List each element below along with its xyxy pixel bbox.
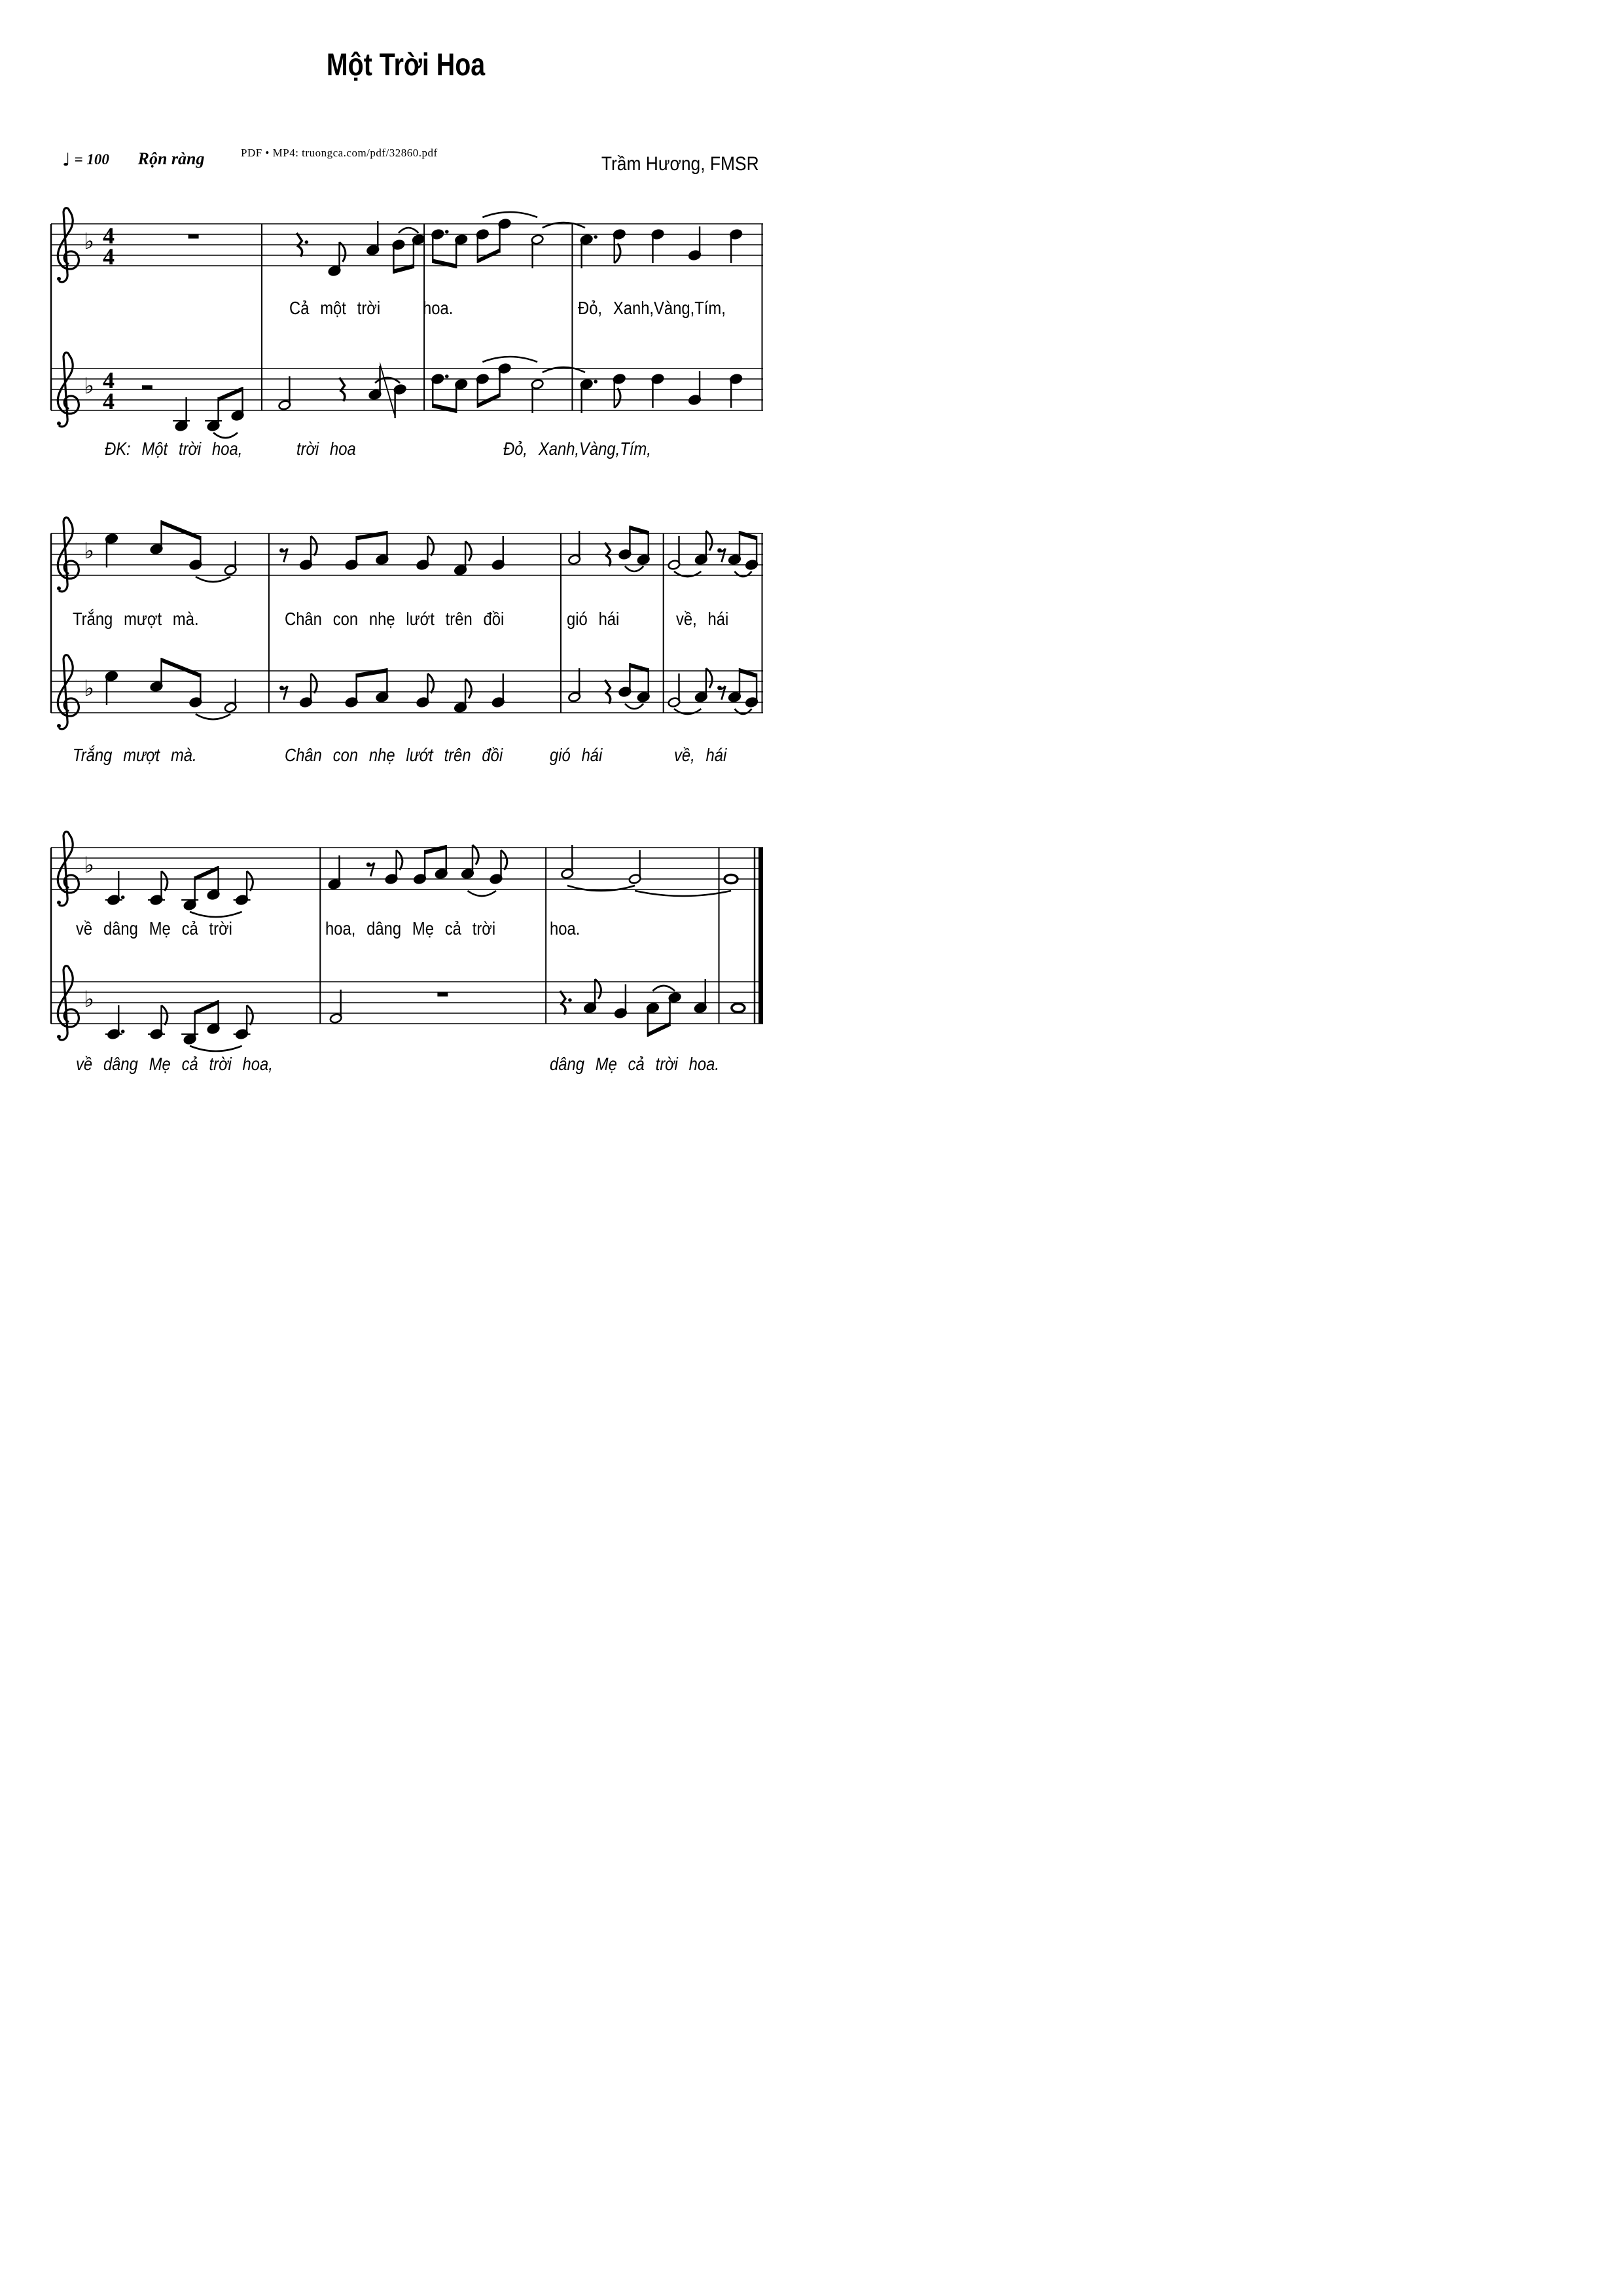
lyric-segment: gió hái xyxy=(566,609,620,629)
lyric-segment: về dâng Mẹ cả trời hoa, xyxy=(76,1054,273,1074)
lyric-segment: trời hoa xyxy=(296,439,357,459)
svg-text:♭: ♭ xyxy=(84,986,95,1013)
lyric-segment: Chân con nhẹ lướt trên đồi xyxy=(284,609,505,629)
lyric-segment: dâng Mẹ cả trời hoa. xyxy=(549,1054,719,1074)
lyric-segment: Cả một trời xyxy=(289,298,381,318)
svg-text:♭: ♭ xyxy=(84,538,95,564)
quarter-note-icon: ♩ xyxy=(62,150,71,170)
lyric-segment: về dâng Mẹ cả trời xyxy=(76,918,233,939)
lyric-segment: hoa. xyxy=(422,298,454,318)
lyrics-line-6 xyxy=(0,1054,812,1080)
lyrics-line-2 xyxy=(0,439,812,465)
svg-text:♭: ♭ xyxy=(84,852,95,878)
lyric-segment: về, hái xyxy=(676,609,729,629)
svg-text:♭: ♭ xyxy=(84,228,95,255)
lyric-segment: Đỏ, Xanh,Vàng,Tím, xyxy=(578,298,726,318)
lyric-segment: Chân con nhẹ lướt trên đồi xyxy=(284,745,503,765)
pdf-link: PDF • MP4: truongca.com/pdf/32860.pdf xyxy=(241,147,438,159)
lyrics-line-1 xyxy=(0,298,812,324)
svg-text:♭: ♭ xyxy=(84,675,95,702)
lyrics-line-5 xyxy=(0,918,812,944)
lyrics-line-4 xyxy=(0,745,812,771)
lyric-segment: Trắng mượt mà. xyxy=(72,609,199,629)
svg-text:♭: ♭ xyxy=(84,373,95,399)
lyric-segment: Đỏ, Xanh,Vàng,Tím, xyxy=(503,439,651,459)
lyric-segment: gió hái xyxy=(549,745,602,765)
svg-text:4: 4 xyxy=(103,223,115,249)
svg-text:4: 4 xyxy=(103,367,115,393)
lyric-segment: ĐK: Một trời hoa, xyxy=(104,439,242,459)
lyric-segment: về, hái xyxy=(674,745,727,765)
sheet-music-page xyxy=(0,0,812,1148)
composer-credit: Trầm Hương, FMSR xyxy=(601,153,759,175)
svg-text:4: 4 xyxy=(103,388,115,414)
page-title: Một Trời Hoa xyxy=(326,48,486,82)
lyrics-line-3 xyxy=(0,609,812,635)
tempo-feel: Rộn ràng xyxy=(137,149,205,168)
tempo-marking xyxy=(62,149,205,170)
lyric-segment: hoa. xyxy=(549,918,580,939)
tempo-value: = 100 xyxy=(74,151,109,168)
lyric-segment: Trắng mượt mà. xyxy=(72,745,197,765)
lyric-segment: hoa, dâng Mẹ cả trời xyxy=(325,918,496,939)
svg-text:4: 4 xyxy=(103,243,115,270)
